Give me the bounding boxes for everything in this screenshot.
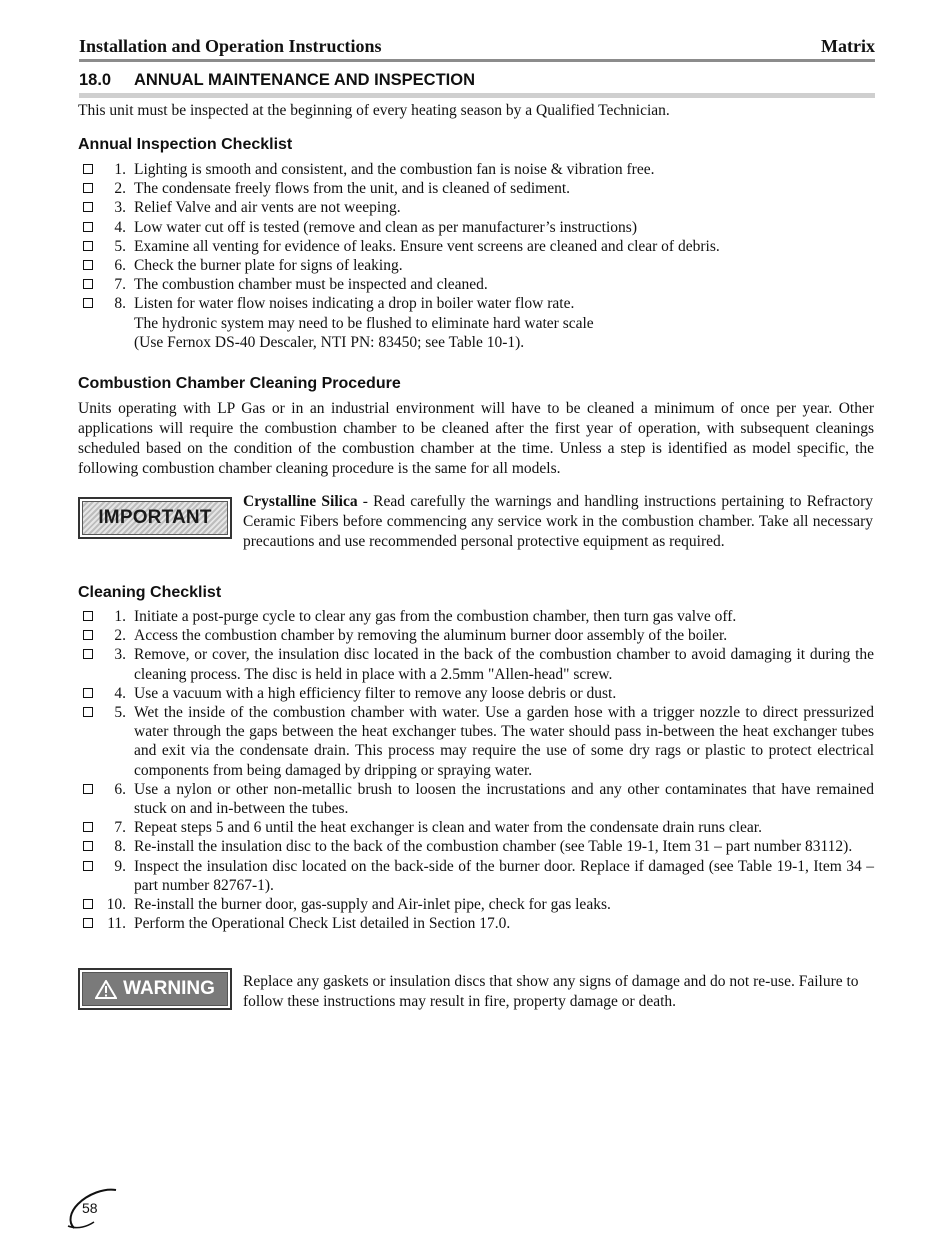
checkbox-icon[interactable] (83, 222, 93, 232)
list-item-continuation: The hydronic system may need to be flushed to eliminate hard water scale (134, 314, 594, 332)
list-item: 8. Listen for water flow noises indicating a drop in boiler water flow rate. The hydronic system may need to be flushed to eliminate hard water scale (Use Fernox DS-40 Descaler, NTI PN: 83450; see Table 10-1). (82, 294, 874, 352)
list-item: 5. Examine all venting for evidence of leaks. Ensure vent screens are cleaned and clear of debris. (82, 237, 874, 256)
checkbox-icon[interactable] (83, 707, 93, 717)
checkbox-icon[interactable] (83, 688, 93, 698)
checkbox-icon[interactable] (83, 611, 93, 621)
important-notice-text: - Read carefully the warnings and handling instructions pertaining to Refractory Ceramic Fibers before commencing any service work in the combustion chamber. Take all necessary precautions and use recommended personal protective equipment as required. (243, 493, 873, 550)
warning-triangle-icon (95, 980, 117, 999)
checkbox-icon[interactable] (83, 279, 93, 289)
list-item: 7. Repeat steps 5 and 6 until the heat exchanger is clean and water from the condensate drain runs clear. (82, 818, 874, 837)
checkbox-icon[interactable] (83, 822, 93, 832)
header-document-title: Installation and Operation Instructions (79, 36, 382, 56)
warning-text: Replace any gaskets or insulation discs that show any signs of damage and do not re-use. Failure to follow these instructions may result in fire, property damage or death. (243, 973, 859, 1010)
cleaning-checklist (82, 607, 874, 933)
checkbox-icon[interactable] (83, 260, 93, 270)
intro-paragraph: This unit must be inspected at the beginning of every heating season by a Qualified Technician. (78, 102, 670, 119)
checkbox-icon[interactable] (83, 899, 93, 909)
checkbox-icon[interactable] (83, 918, 93, 928)
warning-badge (78, 968, 232, 1010)
list-item: 6. Check the burner plate for signs of leaking. (82, 256, 874, 275)
checkbox-icon[interactable] (83, 861, 93, 871)
header-divider (79, 59, 875, 62)
checkbox-icon[interactable] (83, 841, 93, 851)
list-item: 10. Re-install the burner door, gas-supply and Air-inlet pipe, check for gas leaks. (82, 895, 874, 914)
checkbox-icon[interactable] (83, 649, 93, 659)
list-item: 3. Relief Valve and air vents are not weeping. (82, 198, 874, 217)
list-item: 4. Use a vacuum with a high efficiency filter to remove any loose debris or dust. (82, 684, 874, 703)
list-item-continuation: (Use Fernox DS-40 Descaler, NTI PN: 83450; see Table 10-1). (134, 333, 525, 351)
checkbox-icon[interactable] (83, 784, 93, 794)
important-notice (243, 492, 873, 552)
list-item: 1. Initiate a post-purge cycle to clear any gas from the combustion chamber, then turn gas valve off. (82, 607, 874, 626)
important-badge (78, 497, 232, 539)
important-notice-bold: Crystalline Silica (243, 493, 358, 510)
list-item: 2. Access the combustion chamber by removing the aluminum burner door assembly of the boiler. (82, 626, 874, 645)
page-header (79, 36, 875, 58)
checkbox-icon[interactable] (83, 202, 93, 212)
list-item: 5. Wet the inside of the combustion chamber with water. Use a garden hose with a trigger nozzle to direct pressurized water through the gaps between the heat exchanger tubes. The water should pass in-between the heat exchanger tubes and exit via the condensate drain. This process may require the use of some dry rags or plastic to protect electrical components from being damaged by dripping or spraying water. (82, 703, 874, 780)
list-item: 7. The combustion chamber must be inspected and cleaned. (82, 275, 874, 294)
important-label: IMPORTANT (82, 501, 228, 535)
list-item: 6. Use a nylon or other non-metallic brush to loosen the incrustations and any other contaminates that have remained stuck on and in-between the tubes. (82, 780, 874, 818)
checkbox-icon[interactable] (83, 298, 93, 308)
checkbox-icon[interactable] (83, 241, 93, 251)
list-item: 8. Re-install the insulation disc to the back of the combustion chamber (see Table 19-1, Item 31 – part number 83112). (82, 837, 874, 856)
list-item: 11. Perform the Operational Check List detailed in Section 17.0. (82, 914, 874, 933)
list-item: 1. Lighting is smooth and consistent, and the combustion fan is noise & vibration free. (82, 160, 874, 179)
annual-checklist (82, 160, 874, 352)
section-title (79, 71, 475, 90)
section-heading: ANNUAL MAINTENANCE AND INSPECTION (134, 71, 476, 89)
cleaning-checklist-heading: Cleaning Checklist (78, 584, 222, 601)
list-item: 2. The condensate freely flows from the unit, and is cleaned of sediment. (82, 179, 874, 198)
page-number: 58 (82, 1200, 98, 1216)
list-item: 3. Remove, or cover, the insulation disc located in the back of the combustion chamber to avoid damaging it during the cleaning process. The disc is held in place with a 2.5mm "Allen-head" screw. (82, 645, 874, 683)
header-product-name: Matrix (821, 36, 875, 56)
procedure-paragraph: Units operating with LP Gas or in an industrial environment will have to be cleaned a minimum of once per year. Other applications will require the combustion chamber to be cleaned after the first year of operation, with subsequent cleanings scheduled based on the condition of the combustion chamber at the time. Unless a step is identified as model specific, the following combustion chamber cleaning procedure is the same for all models. (78, 400, 874, 477)
annual-checklist-heading: Annual Inspection Checklist (78, 136, 293, 153)
procedure-heading: Combustion Chamber Cleaning Procedure (78, 375, 401, 392)
checkbox-icon[interactable] (83, 630, 93, 640)
list-item: 9. Inspect the insulation disc located on the back-side of the burner door. Replace if damaged (see Table 19-1, Item 34 – part number 82767-1). (82, 857, 874, 895)
section-divider (79, 93, 875, 98)
checkbox-icon[interactable] (83, 164, 93, 174)
checkbox-icon[interactable] (83, 183, 93, 193)
warning-label: WARNING (123, 978, 215, 999)
section-number: 18.0 (79, 71, 112, 89)
list-item: 4. Low water cut off is tested (remove and clean as per manufacturer’s instructions) (82, 218, 874, 237)
